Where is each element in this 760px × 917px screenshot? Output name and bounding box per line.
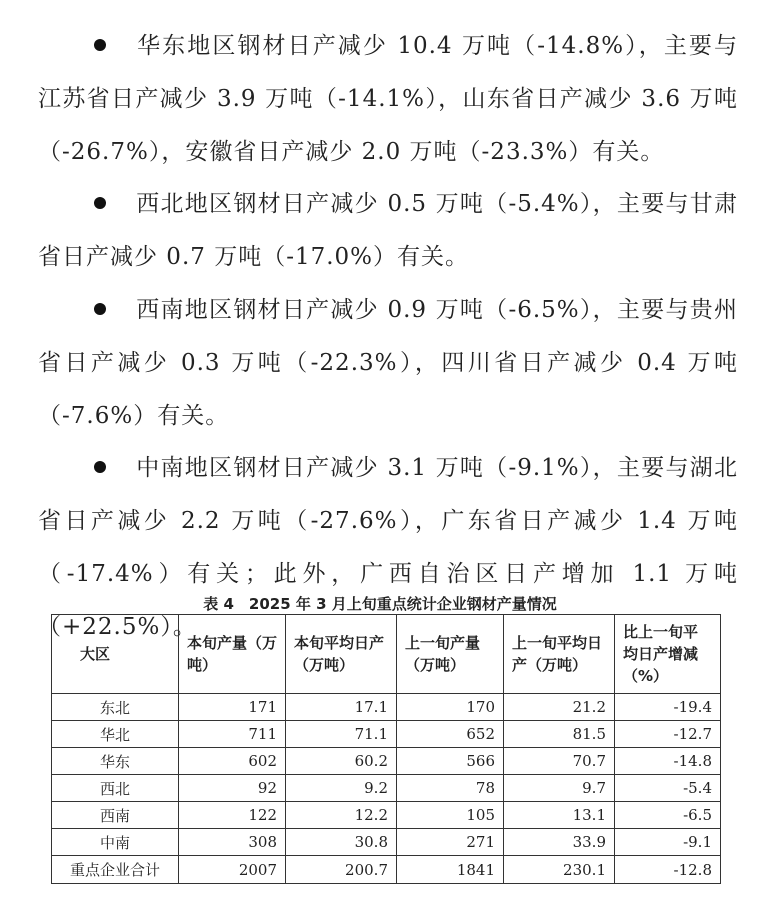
column-header bbox=[286, 615, 397, 694]
cell: 81.5 bbox=[504, 721, 615, 748]
cell: -19.4 bbox=[615, 694, 721, 721]
cell: 70.7 bbox=[504, 748, 615, 775]
paragraph-text: 中南地区钢材日产减少 3.1 万吨（-9.1%），主要与湖北省日产减少 2.2 万吨（-27.6%），广东省日产减少 1.4 万吨（-17.4%）有关；此外，广西自治区日产增加 1.1 万吨（+22.5%）。 bbox=[38, 455, 738, 640]
table-row bbox=[52, 694, 721, 721]
cell: 33.9 bbox=[504, 829, 615, 856]
cell: 9.7 bbox=[504, 775, 615, 802]
paragraph-xinan bbox=[38, 284, 738, 443]
cell-region: 重点企业合计 bbox=[52, 856, 179, 884]
cell: 30.8 bbox=[286, 829, 397, 856]
cell: 78 bbox=[397, 775, 504, 802]
column-header-text: 本旬平均日产（万吨） bbox=[294, 634, 385, 674]
cell: 92 bbox=[179, 775, 286, 802]
table-row bbox=[52, 829, 721, 856]
cell: 566 bbox=[397, 748, 504, 775]
column-header-text: 本旬产量（万吨） bbox=[187, 634, 278, 674]
cell: -5.4 bbox=[615, 775, 721, 802]
column-header bbox=[397, 615, 504, 694]
bullet-icon bbox=[94, 39, 106, 51]
cell-region: 东北 bbox=[52, 694, 179, 721]
cell-region: 华东 bbox=[52, 748, 179, 775]
paragraph-text: 华东地区钢材日产减少 10.4 万吨（-14.8%），主要与江苏省日产减少 3.9 万吨（-14.1%），山东省日产减少 3.6 万吨（-26.7%），安徽省日产减少 2.0 万吨（-23.3%）有关。 bbox=[38, 33, 738, 165]
cell: -9.1 bbox=[615, 829, 721, 856]
table-caption: 表 4 2025 年 3 月上旬重点统计企业钢材产量情况 bbox=[203, 595, 557, 613]
paragraph-huadong bbox=[38, 20, 738, 179]
cell: 170 bbox=[397, 694, 504, 721]
cell: 122 bbox=[179, 802, 286, 829]
table-header-row bbox=[52, 615, 721, 694]
column-header-text: 上一旬平均日产（万吨） bbox=[512, 634, 603, 674]
cell: 9.2 bbox=[286, 775, 397, 802]
cell: 105 bbox=[397, 802, 504, 829]
table-row bbox=[52, 802, 721, 829]
cell: 1841 bbox=[397, 856, 504, 884]
table-row bbox=[52, 775, 721, 802]
cell: 230.1 bbox=[504, 856, 615, 884]
paragraph-xibei bbox=[38, 178, 738, 284]
cell: -12.8 bbox=[615, 856, 721, 884]
paragraph-text: 西北地区钢材日产减少 0.5 万吨（-5.4%），主要与甘肃省日产减少 0.7 万吨（-17.0%）有关。 bbox=[38, 191, 738, 270]
column-header bbox=[504, 615, 615, 694]
cell: 21.2 bbox=[504, 694, 615, 721]
column-header bbox=[179, 615, 286, 694]
cell: 711 bbox=[179, 721, 286, 748]
cell: 308 bbox=[179, 829, 286, 856]
bullet-icon bbox=[94, 197, 106, 209]
cell: 71.1 bbox=[286, 721, 397, 748]
cell: 200.7 bbox=[286, 856, 397, 884]
cell: -6.5 bbox=[615, 802, 721, 829]
cell-region: 中南 bbox=[52, 829, 179, 856]
table-total-row bbox=[52, 856, 721, 884]
cell: 2007 bbox=[179, 856, 286, 884]
cell: 60.2 bbox=[286, 748, 397, 775]
cell-region: 西南 bbox=[52, 802, 179, 829]
cell: 652 bbox=[397, 721, 504, 748]
column-header bbox=[615, 615, 721, 694]
cell: 13.1 bbox=[504, 802, 615, 829]
steel-output-table bbox=[51, 614, 721, 884]
cell: 271 bbox=[397, 829, 504, 856]
cell: 171 bbox=[179, 694, 286, 721]
column-header-text: 上一旬产量（万吨） bbox=[405, 634, 481, 674]
bullet-icon bbox=[94, 303, 106, 315]
cell: -12.7 bbox=[615, 721, 721, 748]
cell: 12.2 bbox=[286, 802, 397, 829]
cell: 602 bbox=[179, 748, 286, 775]
cell-region: 华北 bbox=[52, 721, 179, 748]
column-header: 大区 bbox=[52, 615, 179, 694]
table-row bbox=[52, 748, 721, 775]
cell: 17.1 bbox=[286, 694, 397, 721]
cell: -14.8 bbox=[615, 748, 721, 775]
bullet-icon bbox=[94, 461, 106, 473]
table-row bbox=[52, 721, 721, 748]
column-header-text: 比上一旬平均日产增减（%） bbox=[623, 623, 699, 685]
paragraph-text: 西南地区钢材日产减少 0.9 万吨（-6.5%），主要与贵州省日产减少 0.3 万吨（-22.3%），四川省日产减少 0.4 万吨（-7.6%）有关。 bbox=[38, 297, 738, 429]
cell-region: 西北 bbox=[52, 775, 179, 802]
